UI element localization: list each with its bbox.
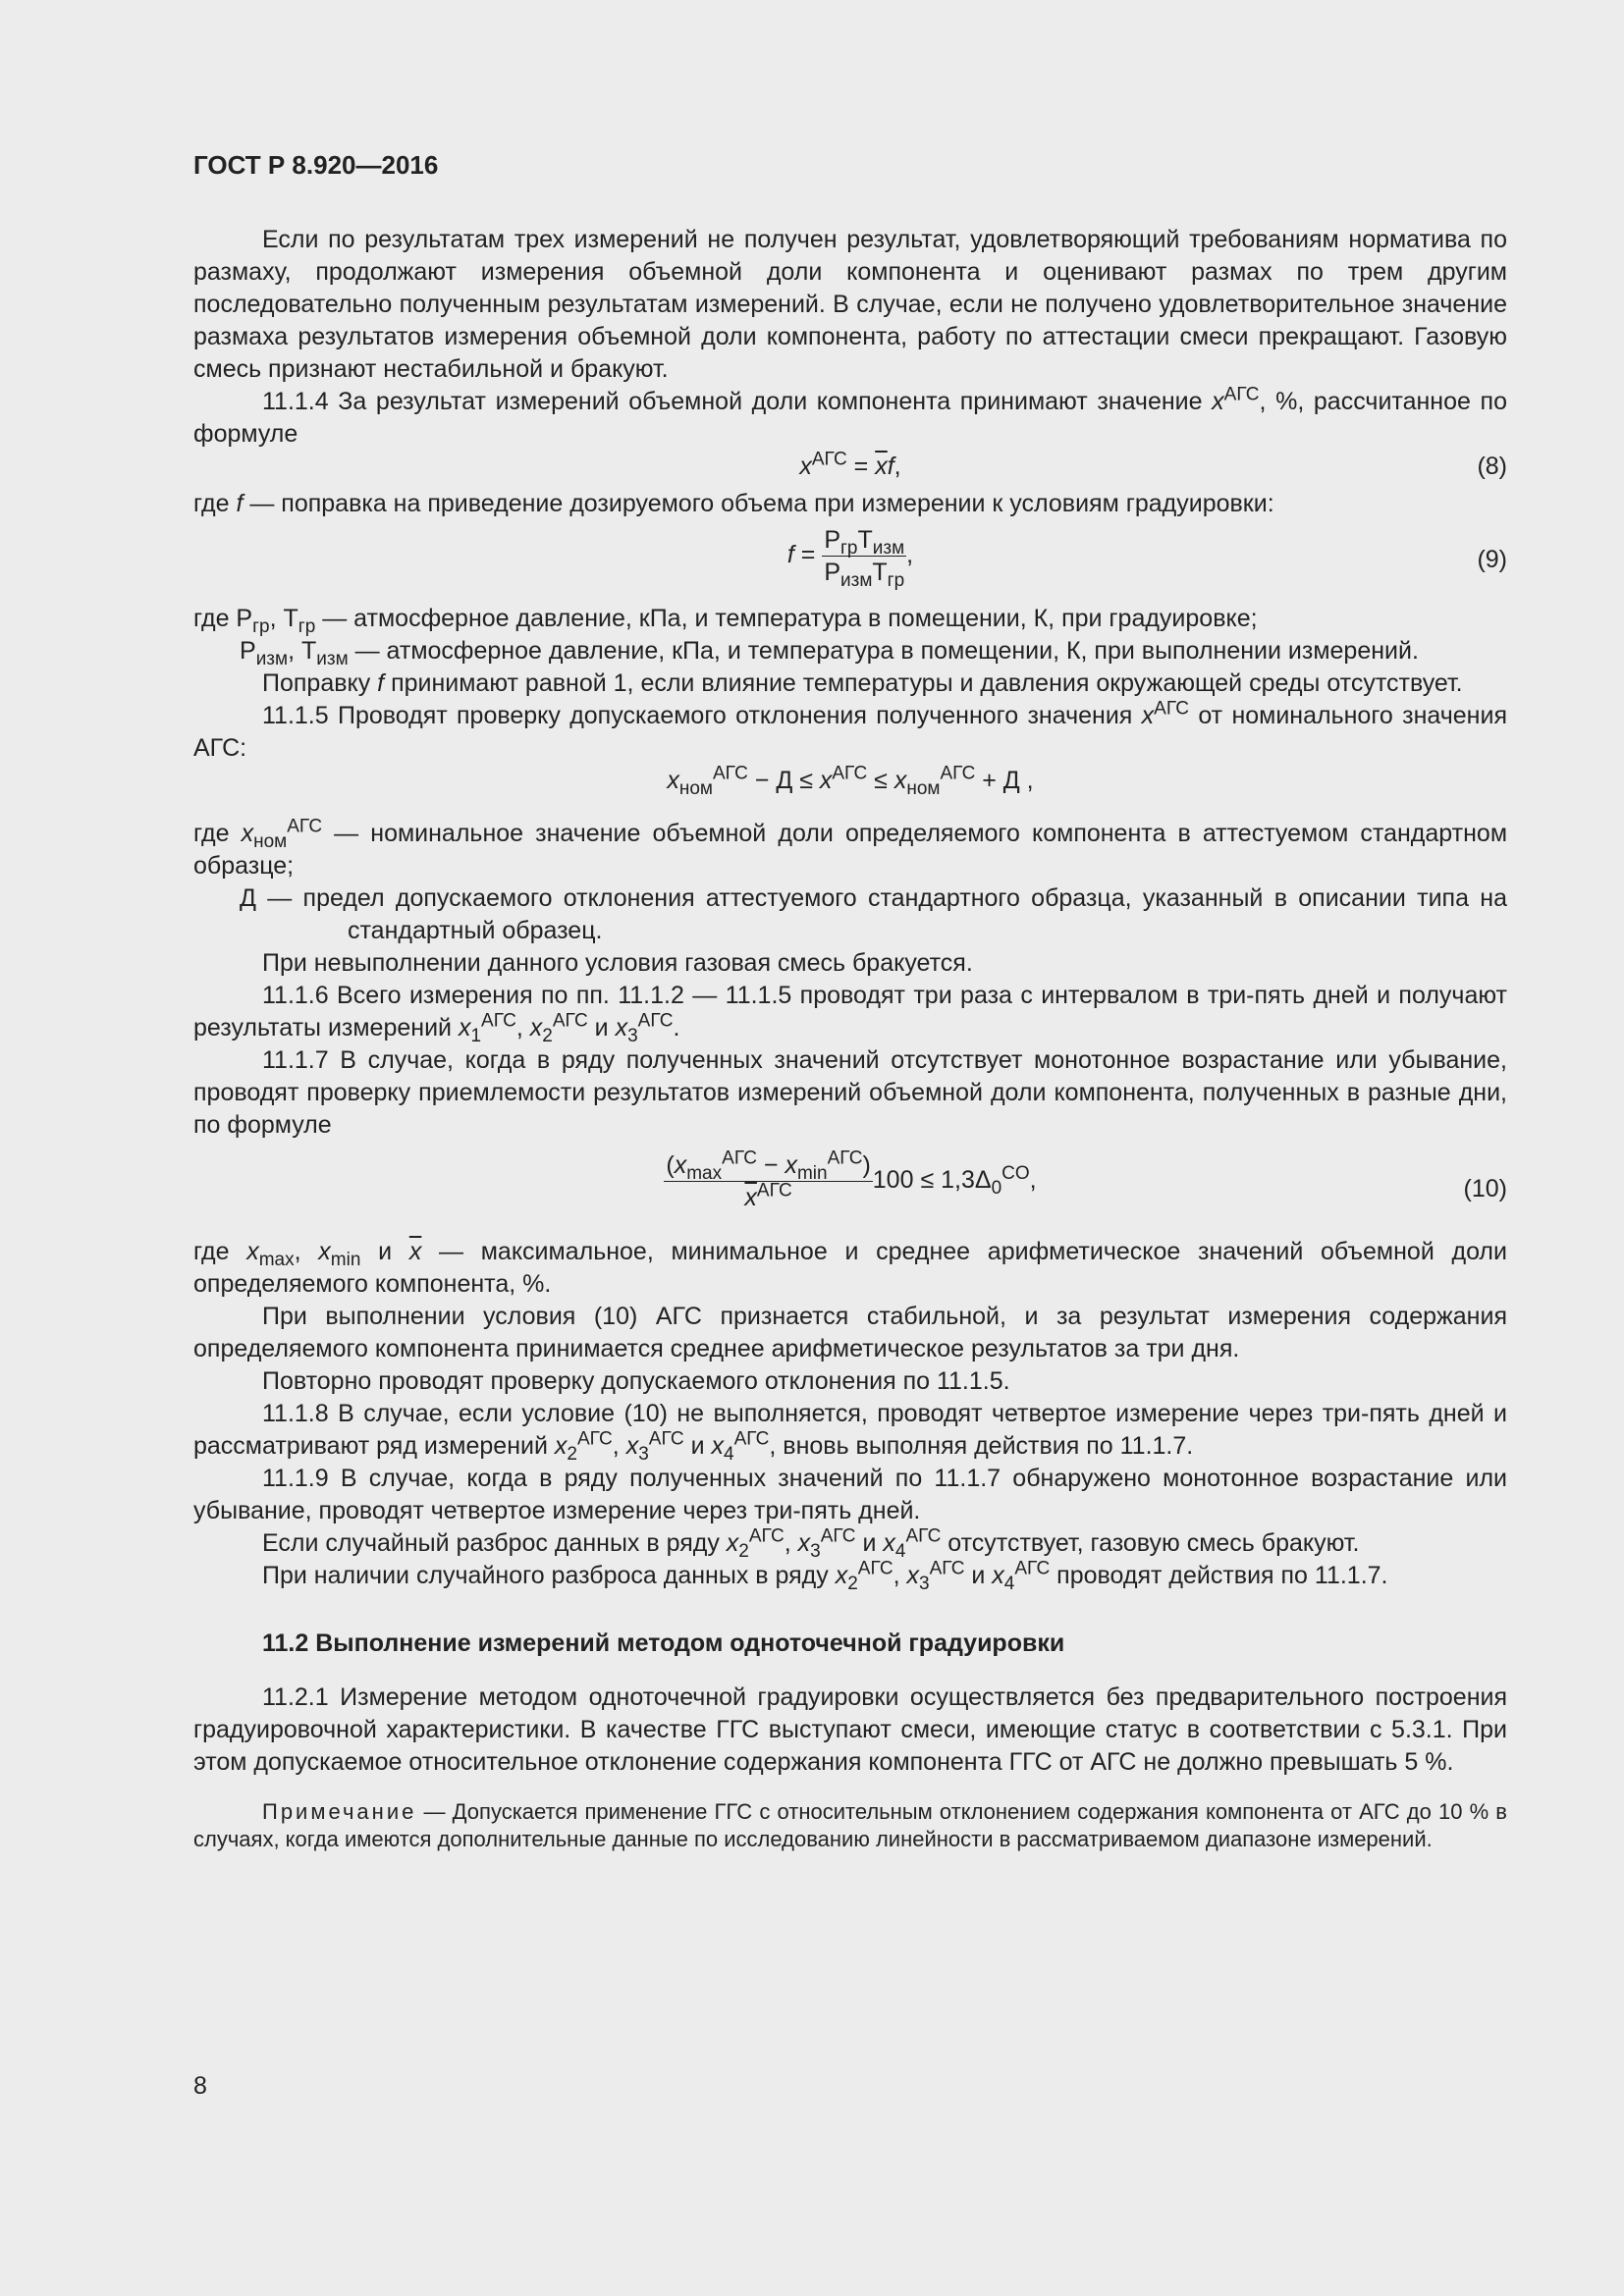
formula-10-expr: $\frac{(x_{max}^{АГС} - x_{min}^{АГС})}{\overline{x}^{АГС}}$ $100 \le 1,3\Delta_0^{CO}$,: [666, 1148, 1037, 1211]
paragraph: Повторно проводят проверку допускаемого отклонения по 11.1.5.: [262, 1367, 1010, 1395]
formula-10: [193, 1142, 1507, 1236]
formula-8-expr: $x^{АГС} = \overline{x}f$,: [799, 449, 901, 480]
document-body: [193, 224, 1507, 1853]
note: Примечание — Допускается применение ГГС с относительным отклонением содержания компонента от АГС до 10 % в случаях, когда имеются дополнительные данные по исследованию линейности в рассматриваемом диапазоне измерений.: [193, 1799, 1507, 1851]
paragraph: Если по результатам трех измерений не получен результат, удовлетворяющий требованиям норматива по размаху, продолжают измерения объемной доли компонента и оценивают размах по трем другим последовательно полученным результатам измерений. В случае, если не получено удовлетворительное значение размаха результатов измерения объемной доли компонента, работу по аттестации смеси прекращают. Газовую смесь признают нестабильной и бракуют.: [193, 226, 1507, 383]
paragraph-11-1-9: 11.1.9 В случае, когда в ряду полученных значений по 11.1.7 обнаружено монотонное возрастание или убывание, проводят четвертое измерение через три-пять дней.: [193, 1465, 1507, 1524]
paragraph: При выполнении условия (10) АГС признается стабильной, и за результат измерения содержания определяемого компонента принимается среднее арифметическое результатов за три дня.: [193, 1303, 1507, 1362]
paragraph: где $x_{max}$, $x_{min}$ и $\overline{x}$ — максимальное, минимальное и среднее арифметическое значений объемной доли определяемого компонента, %.: [193, 1238, 1507, 1298]
formula-inequality-expr: $x_{ном}^{АГС} - Д \le x^{АГС} \le x_{ном}^{АГС} + Д$ ,: [667, 763, 1034, 799]
formula-8-number: (8): [1477, 453, 1507, 480]
paragraph: При невыполнении данного условия газовая смесь бракуется.: [262, 949, 973, 977]
page-header: ГОСТ Р 8.920—2016: [193, 150, 439, 180]
formula-9: [193, 520, 1507, 603]
formula-8: [193, 451, 1507, 488]
paragraph-11-1-8: 11.1.8 В случае, если условие (10) не выполняется, проводят четвертое измерение через три-пять дней и рассматривают ряд измерений $x_2^{АГС}$, $x_3^{АГС}$ и $x_4^{АГС}$, вновь выполняя действия по 11.1.7.: [193, 1400, 1507, 1465]
paragraph: При наличии случайного разброса данных в ряду $x_2^{АГС}$, $x_3^{АГС}$ и $x_4^{АГС}$ проводят действия по 11.1.7.: [262, 1558, 1388, 1594]
formula-inequality: [193, 765, 1507, 812]
section-heading: 11.2 Выполнение измерений методом одноточечной градуировки: [262, 1629, 1065, 1657]
paragraph: где $x_{ном}^{АГС}$ — номинальное значение объемной доли определяемого компонента в аттестуемом стандартном образце;: [193, 816, 1508, 880]
formula-10-number: (10): [1463, 1175, 1507, 1202]
paragraph-11-1-4: 11.1.4 За результат измерений объемной доли компонента принимают значение $x^{АГС}$, %, рассчитанное по формуле: [193, 384, 1507, 448]
page-number: 8: [193, 2072, 207, 2100]
paragraph: $P_{изм}$, $T_{изм}$ — атмосферное давление, кПа, и температура в помещении, К, при выполнении измерений.: [240, 637, 1419, 669]
paragraph: где $P_{гр}$, $T_{гр}$ — атмосферное давление, кПа, и температура в помещении, К, при градуировке;: [193, 605, 1258, 637]
paragraph: Поправку f принимают равной 1, если влияние температуры и давления окружающей среды отсутствует.: [262, 669, 1463, 697]
paragraph: где f — поправка на приведение дозируемого объема при измерении к условиям градуировки:: [193, 490, 1274, 517]
paragraph-11-1-7: 11.1.7 В случае, когда в ряду полученных значений отсутствует монотонное возрастание или убывание, проводят проверку приемлемости результатов измерений объемной доли компонента, полученных в разные дни, по формуле: [193, 1046, 1507, 1139]
formula-9-number: (9): [1477, 546, 1507, 573]
paragraph: Д — предел допускаемого отклонения аттестуемого стандартного образца, указанный в описании типа на стандартный образец.: [240, 884, 1507, 944]
formula-9-expr: f = $\frac{P_{гр}T_{изм}}{P_{изм}T_{гр}}$ ,: [786, 526, 914, 591]
paragraph-11-2-1: 11.2.1 Измерение методом одноточечной градуировки осуществляется без предварительного построения градуировочной характеристики. В качестве ГГС выступают смеси, имеющие статус в соответствии с 5.3.1. При этом допускаемое относительное отклонение содержания компонента ГГС от АГС не должно превышать 5 %.: [193, 1683, 1507, 1776]
paragraph: Если случайный разброс данных в ряду $x_2^{АГС}$, $x_3^{АГС}$ и $x_4^{АГС}$ отсутствует, газовую смесь бракуют.: [262, 1525, 1360, 1562]
paragraph-11-1-5: 11.1.5 Проводят проверку допускаемого отклонения полученного значения $x^{АГС}$ от номинального значения АГС:: [193, 698, 1507, 762]
paragraph-11-1-6: 11.1.6 Всего измерения по пп. 11.1.2 — 11.1.5 проводят три раза с интервалом в три-пять дней и получают результаты измерений $x_1^{АГС}$, $x_2^{АГС}$ и $x_3^{АГС}$.: [193, 982, 1507, 1046]
note-label: Примечание: [262, 1799, 417, 1824]
